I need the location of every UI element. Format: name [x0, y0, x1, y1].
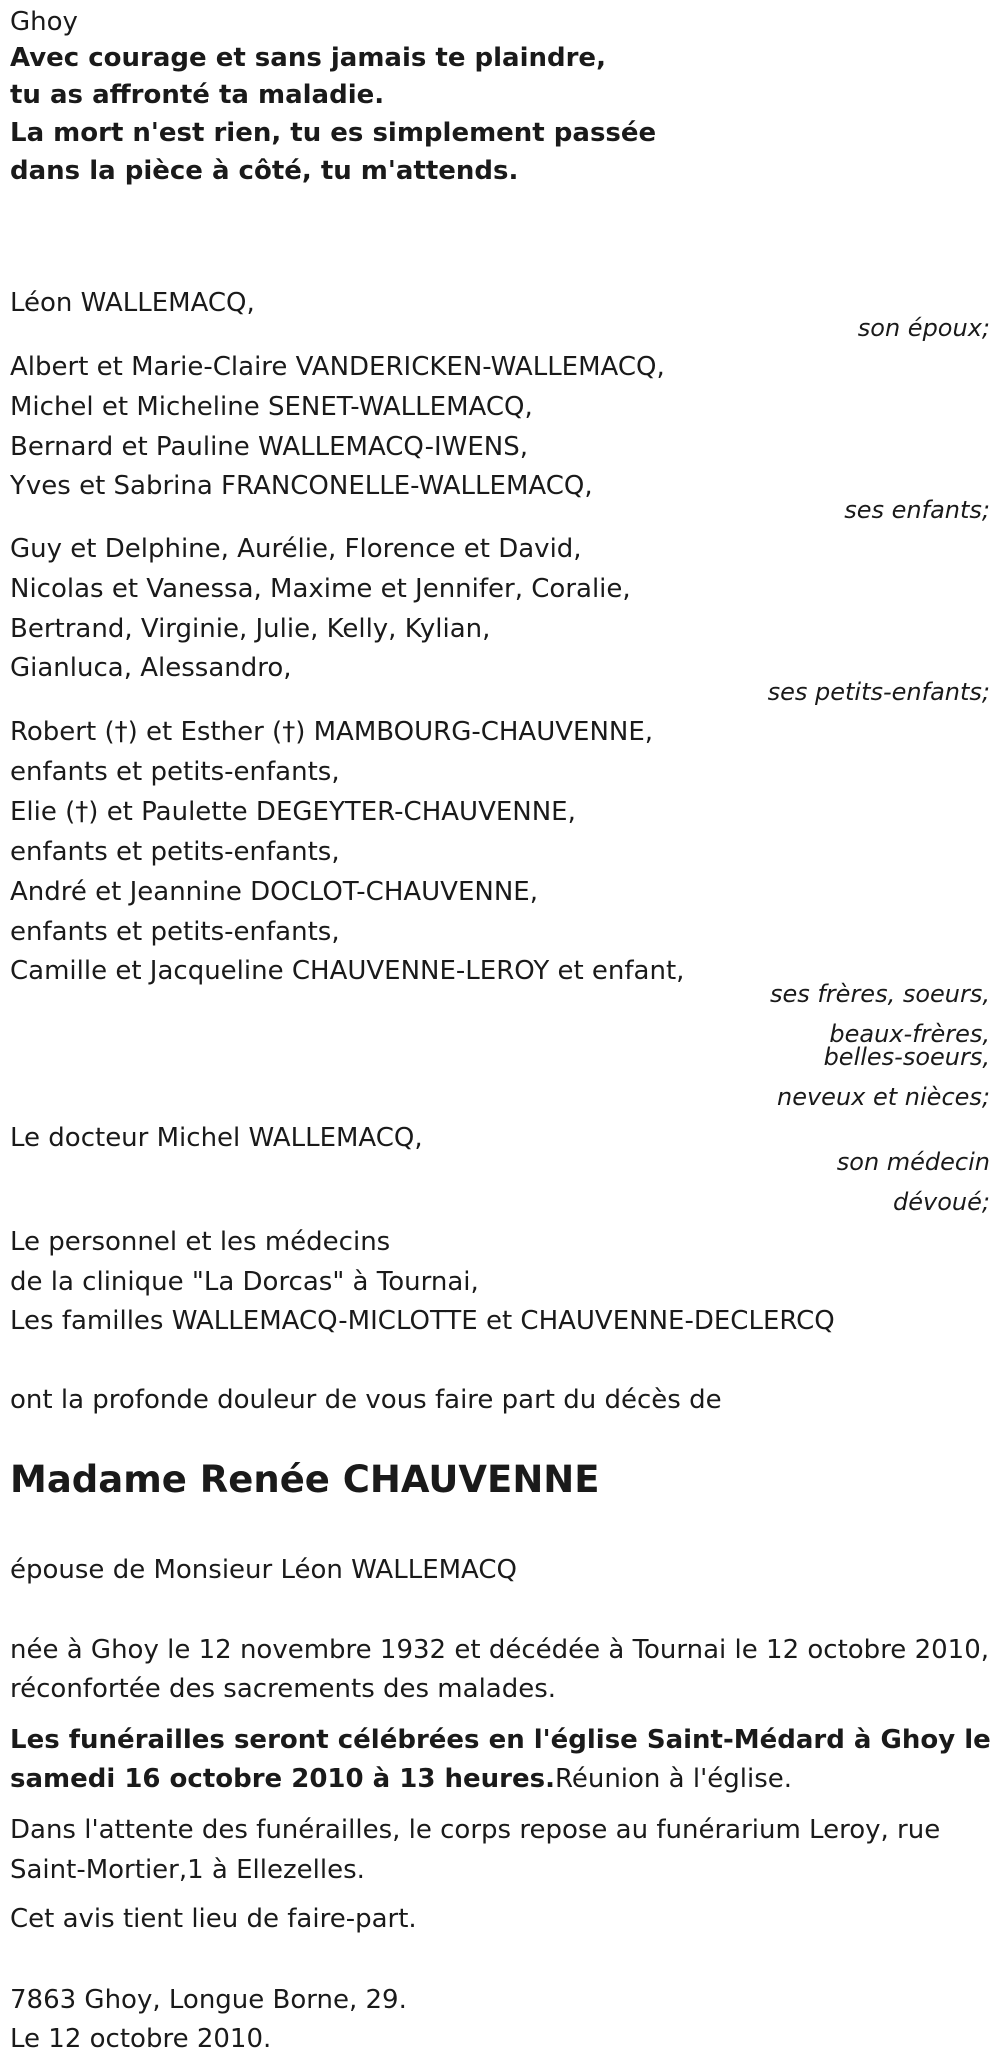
- others-line: de la clinique "La Dorcas" à Tournai,: [10, 1267, 479, 1297]
- funeral-datetime: samedi 16 octobre 2010 à 13 heures.: [10, 1764, 555, 1794]
- siblings-role: ses frères, soeurs,: [769, 980, 990, 1008]
- rest-line: Saint-Mortier,1 à Ellezelles.: [10, 1855, 365, 1885]
- siblings-role: neveux et nièces;: [777, 1083, 990, 1111]
- child-line: Bernard et Pauline WALLEMACQ-IWENS,: [10, 432, 529, 462]
- verse-line: Avec courage et sans jamais te plaindre,: [10, 43, 606, 73]
- sibling-line: enfants et petits-enfants,: [10, 917, 340, 947]
- address-line: 7863 Ghoy, Longue Borne, 29.: [10, 1985, 407, 2015]
- spouse-name: Léon WALLEMACQ,: [10, 288, 255, 318]
- siblings-role: beaux-frères,: [829, 1020, 990, 1048]
- verse-line: La mort n'est rien, tu es simplement passée: [10, 118, 657, 148]
- children-role: ses enfants;: [844, 496, 990, 524]
- funeral-line: [10, 1762, 792, 1796]
- funeral-reunion: Réunion à l'église.: [554, 1764, 792, 1794]
- sibling-line: André et Jeannine DOCLOT-CHAUVENNE,: [10, 877, 538, 907]
- grandchildren-role: ses petits-enfants;: [767, 678, 990, 706]
- sibling-line: Robert (†) et Esther (†) MAMBOURG-CHAUVENNE,: [10, 717, 654, 747]
- spouse-of-line: épouse de Monsieur Léon WALLEMACQ: [10, 1555, 517, 1585]
- spouse-role: son époux;: [857, 314, 990, 342]
- birth-death-line: née à Ghoy le 12 novembre 1932 et décédée à Tournai le 12 octobre 2010,: [10, 1635, 989, 1665]
- rest-line: Dans l'attente des funérailles, le corps repose au funérarium Leroy, rue: [10, 1815, 941, 1845]
- child-line: Michel et Micheline SENET-WALLEMACQ,: [10, 392, 533, 422]
- child-line: Albert et Marie-Claire VANDERICKEN-WALLEMACQ,: [10, 352, 665, 382]
- grandchild-line: Guy et Delphine, Aurélie, Florence et David,: [10, 534, 582, 564]
- child-line: Yves et Sabrina FRANCONELLE-WALLEMACQ,: [10, 471, 593, 501]
- sibling-line: enfants et petits-enfants,: [10, 837, 340, 867]
- place-heading: Ghoy: [10, 7, 78, 37]
- others-line: Les familles WALLEMACQ-MICLOTTE et CHAUVENNE-DECLERCQ: [10, 1306, 835, 1336]
- siblings-role: belles-soeurs,: [823, 1043, 990, 1071]
- date-line: Le 12 octobre 2010.: [10, 2024, 272, 2054]
- doctor-line: Le docteur Michel WALLEMACQ,: [10, 1123, 423, 1153]
- sibling-line: Camille et Jacqueline CHAUVENNE-LEROY et enfant,: [10, 956, 685, 986]
- grandchild-line: Bertrand, Virginie, Julie, Kelly, Kylian,: [10, 614, 491, 644]
- grandchild-line: Gianluca, Alessandro,: [10, 653, 292, 683]
- others-line: Le personnel et les médecins: [10, 1227, 391, 1257]
- sibling-line: enfants et petits-enfants,: [10, 757, 340, 787]
- deceased-name: Madame Renée CHAUVENNE: [10, 1458, 600, 1501]
- sibling-line: Elie (†) et Paulette DEGEYTER-CHAUVENNE,: [10, 797, 576, 827]
- verse-line: dans la pièce à côté, tu m'attends.: [10, 156, 519, 186]
- grandchild-line: Nicolas et Vanessa, Maxime et Jennifer, Coralie,: [10, 574, 631, 604]
- announce-line: ont la profonde douleur de vous faire part du décès de: [10, 1385, 722, 1415]
- doctor-role: dévoué;: [893, 1188, 990, 1216]
- verse-line: tu as affronté ta maladie.: [10, 80, 385, 110]
- doctor-role: son médecin: [836, 1148, 990, 1176]
- notice-note: Cet avis tient lieu de faire-part.: [10, 1904, 417, 1934]
- funeral-line: Les funérailles seront célébrées en l'église Saint-Médard à Ghoy le: [10, 1725, 991, 1755]
- birth-death-line: réconfortée des sacrements des malades.: [10, 1674, 557, 1704]
